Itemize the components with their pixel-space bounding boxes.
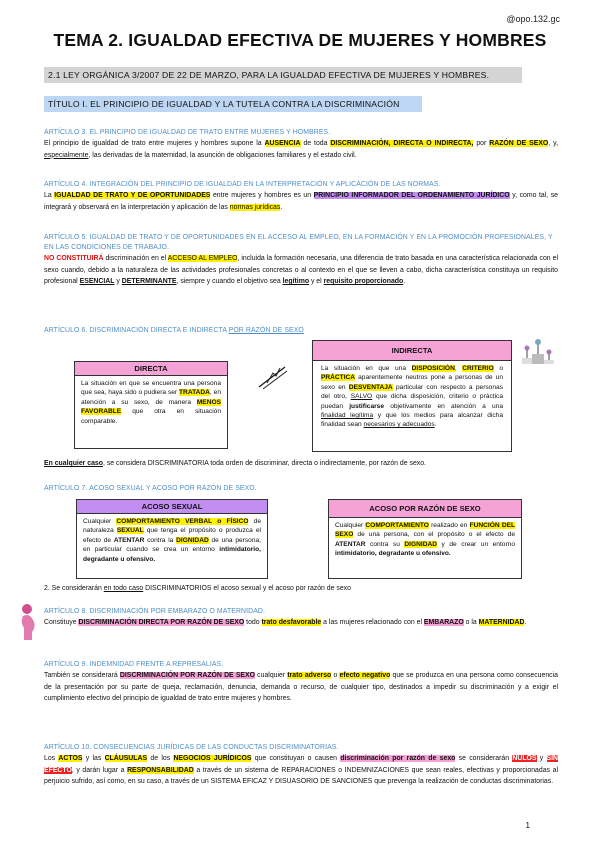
article-10-text: Los ACTOS y las CLÁUSULAS de los NEGOCIOS JURÍDICOS que constituyan o causen discriminación por razón de sexo se considerarán NULOS y SIN EFECTO, y darán lugar a RESPONSABILIDAD a través de un sistema de REPARACIONES o INDEMNIZACIONES que sean reales, efectivas y proporcionadas al perjuicio sufrido, así como, en su caso, a través de un SISTEMA EFICAZ Y DISUASORIO DE SANCIONES que prevenga la realización de conductas discriminatorias. [44,755,559,786]
article-7-heading: ARTÍCULO 7. ACOSO SEXUAL Y ACOSO POR RAZÓN DE SEXO. [44,485,257,492]
article-10 [44,743,558,788]
article-3 [44,128,558,161]
article-6-heading: ARTÍCULO 6. DISCRIMINACIÓN DIRECTA E INDIRECTA POR RAZÓN DE SEXO [44,327,304,334]
indirecta-text: La situación en que una DISPOSICIÓN, CRITERIO o PRÁCTICA aparentemente neutros pone a personas de un sexo en DESVENTAJA particular con respecto a personas del otro, SALVO que dicha disposición, criterio o práctica puedan justificarse objetivamente en atención a una finalidad legítima y que los medios para alcanzar dicha finalidad sean necesarios y adecuados. [321,365,504,429]
article-6-footer: En cualquier caso, se considera DISCRIMINATORIA toda orden de discriminar, directa o indirectamente, por razón de sexo. [44,460,426,467]
article-3-text: El principio de igualdad de trato entre mujeres y hombres supone la AUSENCIA de toda DISCRIMINACIÓN, DIRECTA O INDIRECTA, por RAZÓN DE SEXO, y, especialmente, las derivadas de la maternidad, la asunción de obligaciones familiares y el estado civil. [44,140,558,159]
indirecta-box [312,340,512,452]
indirecta-title: INDIRECTA [313,341,511,361]
acoso-sexual-box [76,499,268,579]
article-8-text: Constituye DISCRIMINACIÓN DIRECTA POR RAZÓN DE SEXO todo trato desfavorable a las mujeres relacionado con el EMBARAZO o la MATERNIDAD. [44,619,527,626]
acoso-razon-text: Cualquier COMPORTAMIENTO realizado en FUNCIÓN DEL SEXO de una persona, con el propósito o el efecto de ATENTAR contra su DIGNIDAD y de crear un entorno intimidatorio, degradante u ofensivo. [335,522,516,558]
acoso-sexual-title: ACOSO SEXUAL [77,500,267,514]
directa-title: DIRECTA [75,362,227,376]
article-3-heading: ARTÍCULO 3. EL PRINCIPIO DE IGUALDAD DE TRATO ENTRE MUJERES Y HOMBRES. [44,129,331,136]
article-7-footer: 2. Se considerarán en todo caso DISCRIMINATORIOS el acoso sexual y el acoso por razón de sexo [44,585,351,592]
article-8-heading: ARTÍCULO 8. DISCRIMINACIÓN POR EMBARAZO O MATERNIDAD. [44,608,265,615]
people-trophy-icon [518,332,558,368]
article-9 [44,660,558,705]
law-heading: 2.1 LEY ORGÁNICA 3/2007 DE 22 DE MARZO, PARA LA IGUALDAD EFECTIVA DE MUJERES Y HOMBRES. [44,67,522,83]
article-9-heading: ARTÍCULO 9. INDEMNIDAD FRENTE A REPRESALIAS. [44,661,224,668]
directa-text: La situación en que se encuentra una persona que sea, haya sido o pudiera ser TRATADA, en atención a su sexo, de manera MENOS FAVORABLE que otra en situación comparable. [81,380,221,425]
acoso-razon-box [328,499,522,579]
pregnant-woman-icon [14,602,40,642]
article-4-heading: ARTÍCULO 4. INTEGRACIÓN DEL PRINCIPIO DE IGUALDAD EN LA INTERPRETACIÓN Y APLICACIÓN DE LAS NORMAS. [44,181,441,188]
acoso-razon-title: ACOSO POR RAZÓN DE SEXO [329,500,521,518]
page-title: TEMA 2. IGUALDAD EFECTIVA DE MUJERES Y HOMBRES [53,30,547,50]
article-4 [44,180,558,213]
page-number: 1 [525,821,530,830]
article-5 [44,233,558,288]
article-5-heading: ARTÍCULO 5. IGUALDAD DE TRATO Y DE OPORTUNIDADES EN EL ACCESO AL EMPLEO, EN LA FORMACIÓN Y EN LA PROMOCIÓN PROFESIONALES, Y EN LAS CONDICIONES DE TRABAJO. [44,234,553,251]
acoso-sexual-text: Cualquier COMPORTAMIENTO VERBAL o FÍSICO de naturaleza SEXUAL que tenga el propósito o produzca el efecto de ATENTAR contra la DIGNIDAD de una persona, en particular cuando se crea un entorno intimidatorio, degradante u ofensivo. [83,518,261,563]
directa-box [74,361,228,449]
article-10-heading: ARTÍCULO 10. CONSECUENCIAS JURÍDICAS DE LAS CONDUCTAS DISCRIMINATORIAS. [44,744,339,751]
article-9-text: También se considerará DISCRIMINACIÓN POR RAZÓN DE SEXO cualquier trato adverso o efecto negativo que se produzca en una persona como consecuencia de la presentación por su parte de queja, reclamación, denuncia, demanda o recurso, de cualquier tipo, destinados a impedir su discriminación y a exigir el cumplimiento efectivo del principio de igualdad de trato entre mujeres y hombres. [44,672,558,703]
article-8 [44,607,558,629]
article-4-text: La IGUALDAD DE TRATO Y DE OPORTUNIDADES entre mujeres y hombres es un PRINCIPIO INFORMADOR DEL ORDENAMIENTO JURÍDICO y, como tal, se integrará y observará en la interpretación y aplicación de las normas jurídicas. [44,192,558,211]
article-5-text: NO CONSTITUIRÁ discriminación en el ACCESO AL EMPLEO, incluida la formación necesaria, una diferencia de trato basada en una característica relacionada con el sexo cuando, debido a la naturaleza de las actividades profesionales concretas o al contexto en el que se lleven a cabo, dicha característica constituya un requisito profesional ESENCIAL y DETERMINANTE, siempre y cuando el objetivo sea legítimo y el requisito proporcionado. [44,255,558,286]
balance-scale-icon [255,363,291,391]
author-handle: @opo.132.gc [506,14,560,24]
titulo-heading: TÍTULO I. EL PRINCIPIO DE IGUALDAD Y LA TUTELA CONTRA LA DISCRIMINACIÓN [44,96,422,112]
